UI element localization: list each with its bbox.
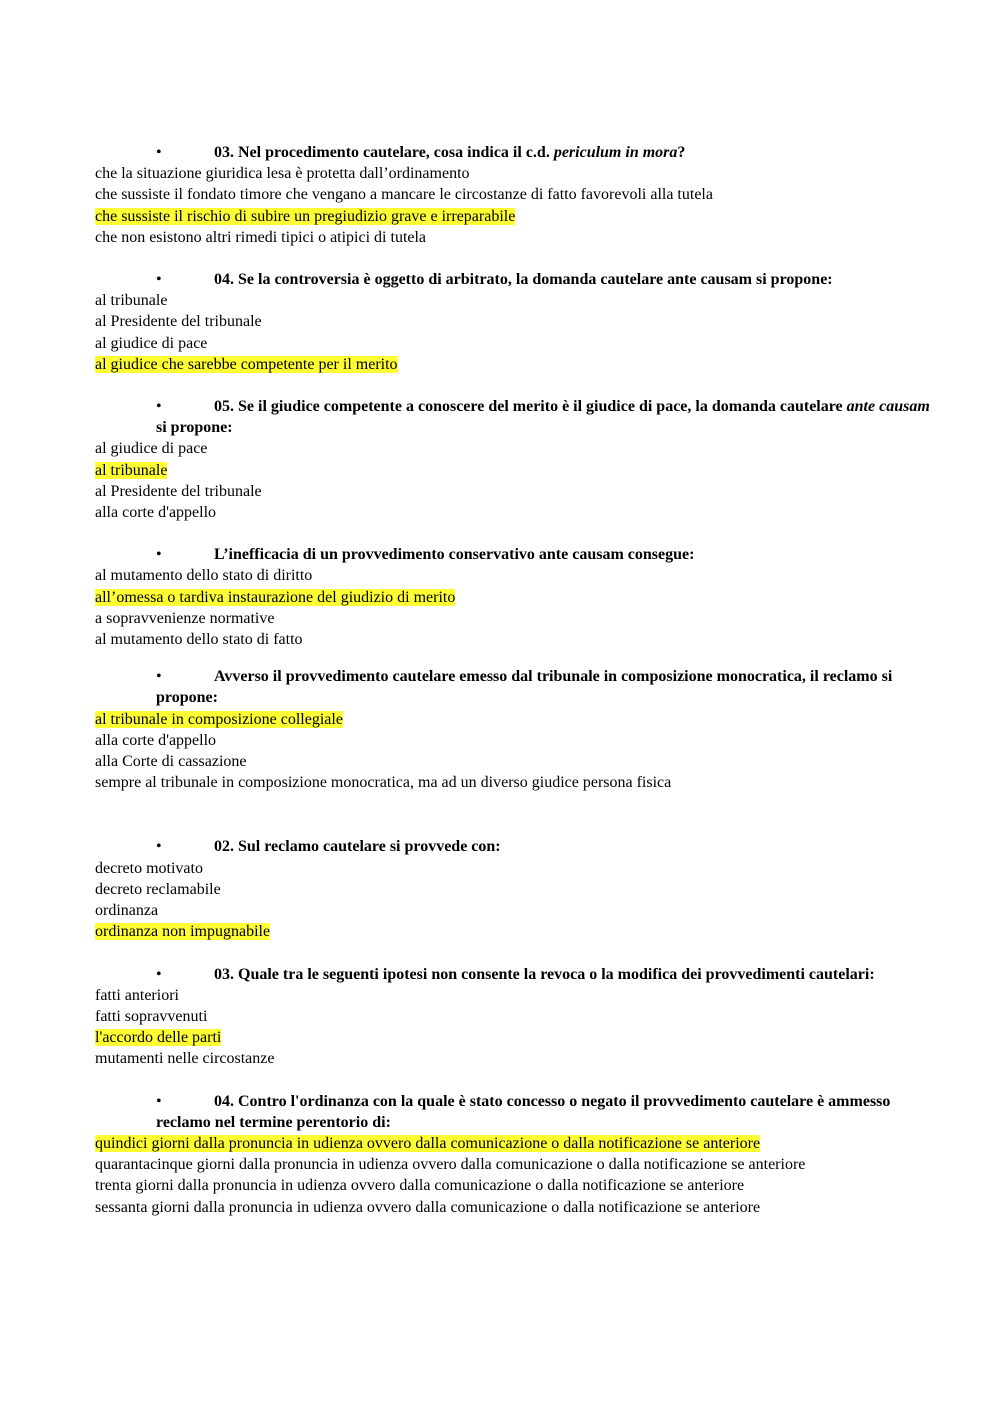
bullet: • — [156, 965, 162, 983]
question-block — [95, 544, 935, 650]
correct-answer-highlight: quindici giorni dalla pronuncia in udienza ovvero dalla comunicazione o dalla notificazione se anteriore — [95, 1134, 761, 1152]
question-heading — [95, 269, 935, 290]
bullet: • — [156, 546, 162, 564]
bullet: • — [156, 668, 162, 686]
correct-answer-highlight: al tribunale — [95, 461, 168, 479]
question-block — [95, 836, 935, 942]
question-heading — [95, 142, 935, 163]
bullet: • — [156, 1092, 162, 1110]
question-block — [95, 1091, 935, 1218]
question-text-italic: ante causam — [846, 398, 930, 416]
question-text: 02. Sul reclamo cautelare si provvede con: — [214, 838, 501, 856]
bullet: • — [156, 271, 162, 289]
answer-option: sessanta giorni dalla pronuncia in udienza ovvero dalla comunicazione o dalla notificazione se anteriore — [95, 1198, 761, 1216]
correct-answer-highlight: che sussiste il rischio di subire un pregiudizio grave e irreparabile — [95, 207, 516, 225]
answer-option: mutamenti nelle circostanze — [95, 1050, 275, 1068]
answer-option: decreto reclamabile — [95, 880, 221, 898]
question-heading — [95, 964, 935, 985]
question-block — [95, 666, 935, 793]
answer-option: alla corte d'appello — [95, 504, 217, 522]
question-heading — [95, 666, 935, 708]
question-heading — [95, 396, 935, 438]
answer-option: fatti anteriori — [95, 986, 179, 1004]
answer-option: al Presidente del tribunale — [95, 482, 262, 500]
question-text: 05. Se il giudice competente a conoscere del merito è il giudice di pace, la domanda cautelare — [214, 398, 847, 416]
question-block — [95, 269, 935, 375]
answer-option: che sussiste il fondato timore che vengano a mancare le circostanze di fatto favorevoli alla tutela — [95, 186, 713, 204]
question-text: L’inefficacia di un provvedimento conservativo ante causam consegue: — [214, 546, 695, 564]
question-text: 03. Nel procedimento cautelare, cosa indica il c.d. — [214, 144, 554, 161]
answer-option: alla Corte di cassazione — [95, 753, 247, 771]
answer-option: che non esistono altri rimedi tipici o atipici di tutela — [95, 228, 427, 246]
question-text: 04. Contro l'ordinanza con la quale è stato concesso o negato il provvedimento cautelare è ammesso reclamo nel termine perentorio di: — [156, 1092, 891, 1131]
answer-option: al mutamento dello stato di fatto — [95, 631, 303, 649]
answer-option: ordinanza — [95, 902, 159, 920]
question-text-end: ? — [677, 144, 686, 161]
bullet: • — [156, 838, 162, 856]
answer-option: al giudice di pace — [95, 334, 208, 352]
answer-option: al giudice di pace — [95, 440, 208, 458]
answer-option: alla corte d'appello — [95, 731, 217, 749]
answer-option: che la situazione giuridica lesa è protetta dall’ordinamento — [95, 165, 470, 183]
answer-option: a sopravvenienze normative — [95, 609, 275, 627]
question-block — [95, 396, 935, 523]
answer-option: quarantacinque giorni dalla pronuncia in udienza ovvero dalla comunicazione o dalla notificazione se anteriore — [95, 1156, 806, 1174]
answer-option: fatti sopravvenuti — [95, 1007, 208, 1025]
answer-option: trenta giorni dalla pronuncia in udienza ovvero dalla comunicazione o dalla notificazione se anteriore — [95, 1177, 745, 1195]
question-text: 04. Se la controversia è oggetto di arbitrato, la domanda cautelare ante causam si propone: — [214, 271, 833, 289]
answer-option: al tribunale — [95, 292, 168, 310]
answer-option: al mutamento dello stato di diritto — [95, 567, 313, 585]
bullet: • — [156, 398, 162, 416]
answer-option: sempre al tribunale in composizione monocratica, ma ad un diverso giudice persona fisica — [95, 774, 672, 792]
question-text: 03. Quale tra le seguenti ipotesi non consente la revoca o la modifica dei provvedimenti cautelari: — [214, 965, 875, 983]
correct-answer-highlight: al giudice che sarebbe competente per il merito — [95, 355, 398, 373]
answer-option: al Presidente del tribunale — [95, 313, 262, 331]
bullet: • — [156, 144, 162, 161]
question-heading — [95, 544, 935, 565]
question-heading — [95, 836, 935, 857]
question-block — [95, 964, 935, 1070]
question-text-end: si propone: — [156, 419, 233, 437]
question-text-italic: periculum in mora — [553, 144, 678, 161]
correct-answer-highlight: ordinanza non impugnabile — [95, 923, 271, 941]
question-heading — [95, 1091, 935, 1133]
answer-option: decreto motivato — [95, 859, 203, 877]
correct-answer-highlight: l'accordo delle parti — [95, 1029, 222, 1047]
document-page — [95, 142, 935, 1218]
correct-answer-highlight: al tribunale in composizione collegiale — [95, 710, 343, 728]
question-text: Avverso il provvedimento cautelare emesso dal tribunale in composizione monocratica, il reclamo si propone: — [156, 668, 893, 707]
correct-answer-highlight: all’omessa o tardiva instaurazione del giudizio di merito — [95, 588, 456, 606]
question-block — [95, 142, 935, 248]
